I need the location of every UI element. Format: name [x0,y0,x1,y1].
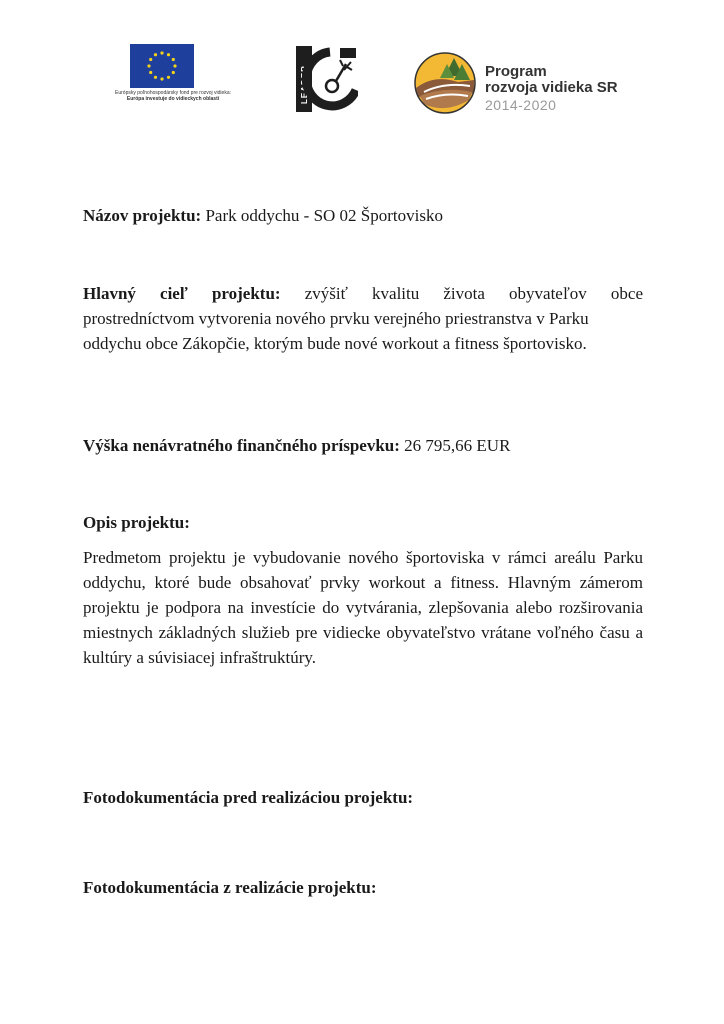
project-goal [83,281,643,356]
project-goal-first-line [83,281,643,306]
eu-logo-line2: Európa investuje do vidieckych oblastí [126,96,220,102]
photo-before-heading: Fotodokumentácia pred realizáciou projektu: [83,788,414,807]
project-goal-value-rest: prostredníctvom vytvorenia nového prvku verejného priestranstva v Parku oddychu obce Zákopčie, ktorým bude nové workout a fitness športovisko. [83,309,589,353]
project-name [83,203,643,228]
leader-logo-text: LEADER [300,65,309,104]
prv-landscape-icon [414,52,476,114]
description-heading: Opis projektu: [83,513,190,532]
project-goal-label: Hlavný cieľ projektu: [83,284,281,303]
grant-amount-label: Výška nenávratného finančného príspevku: [83,436,400,455]
prv-logo [414,52,674,116]
project-name-label: Názov projektu: [83,206,202,225]
project-goal-value-start: zvýšiť kvalitu života obyvateľov obce [304,284,643,303]
description-text: Predmetom projektu je vybudovanie nového športoviska v rámci areálu Parku oddychu, ktoré bude obsahovať prvky workout a fitness. Hlavným zámerom projektu je podpora na investície do vytvárania, zlepšovania alebo rozširovania miestnych základných služieb pre vidiecke obyvateľstvo vrátane voľného času a kultúry a súvisiacej infraštruktúry. [83,548,643,667]
project-name-value: Park oddychu - SO 02 Športovisko [205,206,443,225]
description-body [83,545,643,670]
eu-logo-line1: Európsky poľnohospodársky fond pre rozvoj vidieka: [115,90,231,96]
prv-years: 2014-2020 [485,97,557,113]
photo-during-heading: Fotodokumentácia z realizácie projektu: [83,878,377,897]
grant-amount-value: 26 795,66 EUR [404,436,511,455]
eu-logo-caption [88,90,258,102]
prv-title-line1: Program [485,63,547,80]
grant-amount [83,433,643,458]
leader-logo [296,46,358,112]
eu-flag-icon [130,44,194,88]
prv-title-line2: rozvoja vidieka SR [485,79,618,96]
prv-title [485,64,618,96]
